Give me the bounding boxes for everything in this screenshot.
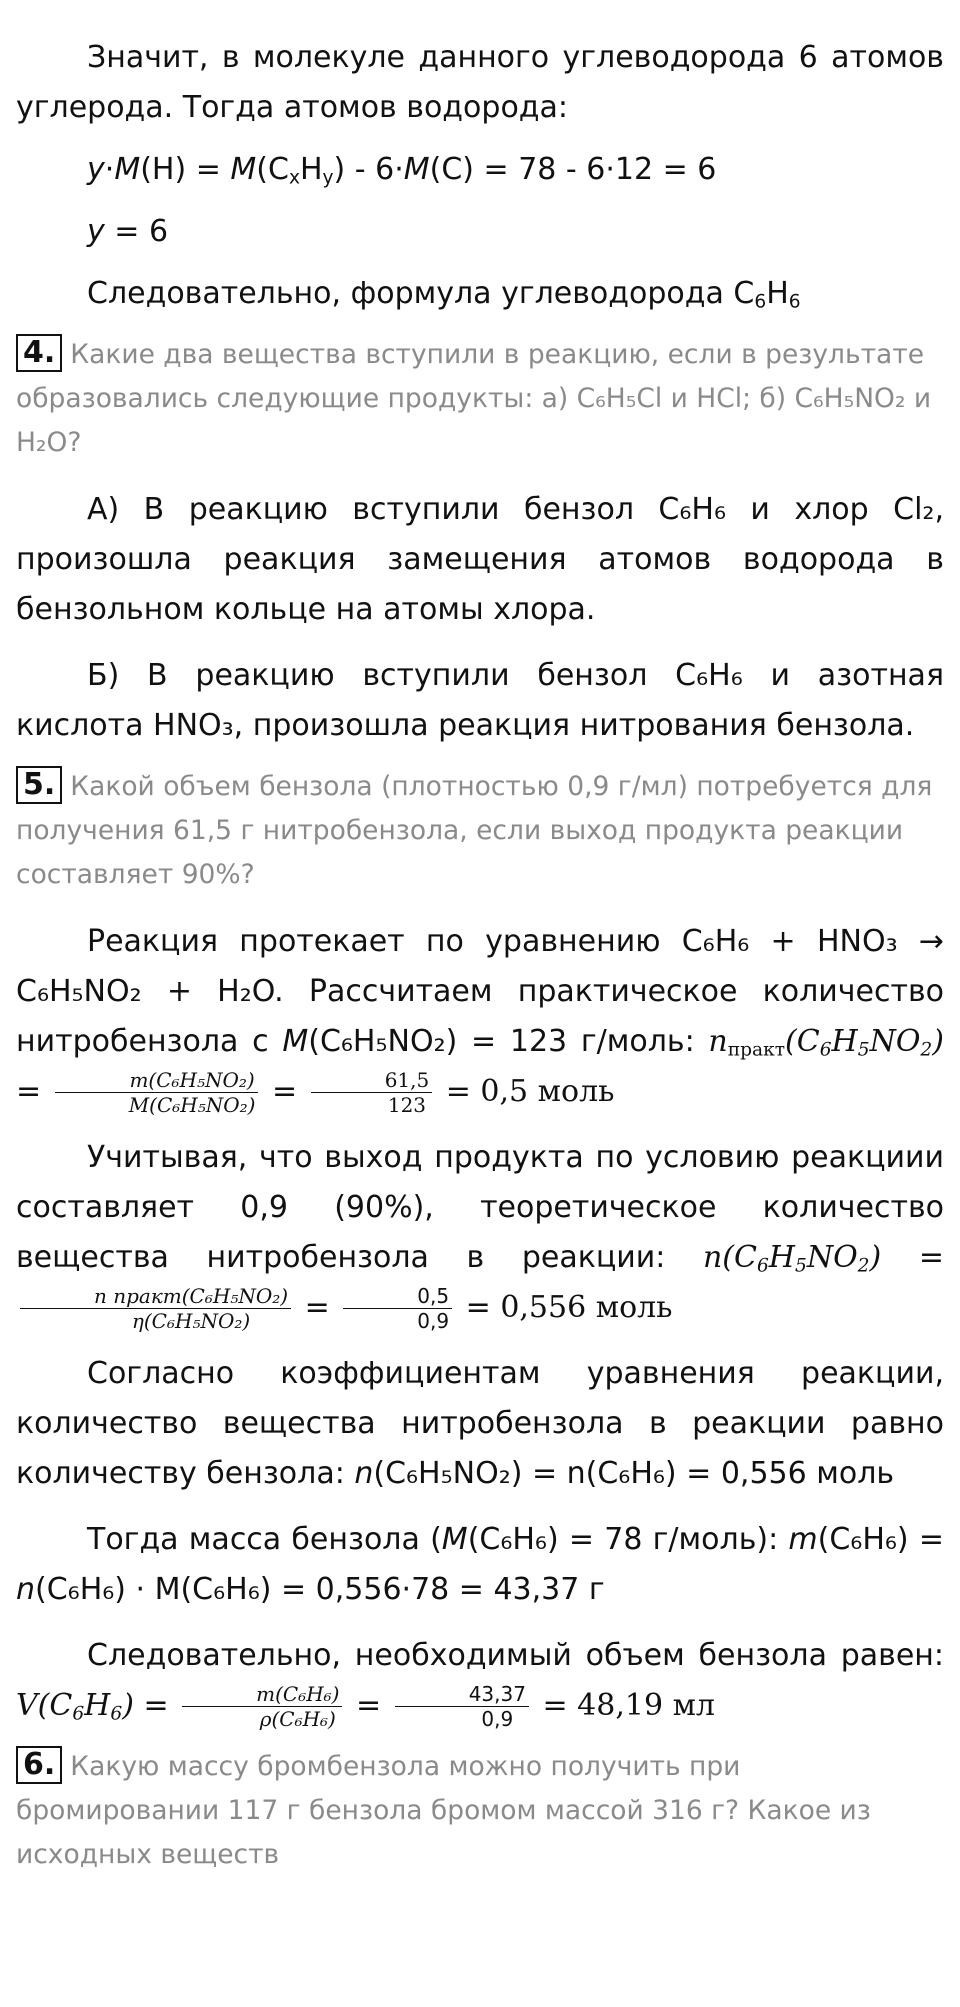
intro-equation-tail: (C) = 78 - 6·12 = 6 <box>429 152 717 187</box>
answer-5-paragraph-2: Учитывая, что выход продукта по условию реакциии составляет 0,9 (90%), теоретическое количество вещества нитробензола в реакции: $n(C_6H_5NO_2)$ = $\frac{\text{n практ(C₆H₅NO₂)}}{\text{η(C₆H₅NO₂)}}$ = $\frac{0,5}{0,9}$ = 0,556 моль <box>16 1140 944 1333</box>
question-5 <box>16 765 944 897</box>
intro-equation: $y\cdot M(H) = M(C_xH_y) - 6\cdot M(C) = 78 - 6\cdot 12 = 6$ <box>87 152 717 189</box>
question-6 <box>16 1745 944 1877</box>
question-number-6: 6. <box>16 1746 62 1784</box>
answer-5-paragraph-5: Следовательно, необходимый объем бензола равен: $V(C_6H_6)$ = $\frac{\text{m(C₆H₆)}}{\text{ρ(C₆H₆)}}$ = $\frac{43,37}{0,9}$ = 48,19 мл <box>16 1638 944 1731</box>
fraction-m-over-M: $\frac{\text{m(C₆H₅NO₂)}}{\text{M(C₆H₅NO₂)}}$ <box>55 1068 259 1117</box>
fraction-0-5-over-0-9: $\frac{0,5}{0,9}$ <box>343 1284 452 1333</box>
fraction-43-37-over-0-9: $\frac{43,37}{0,9}$ <box>395 1682 529 1731</box>
question-5-text: Какой объем бензола (плотностью 0,9 г/мл) потребуется для получения 61,5 г нитробензола, если выход продукта реакции составляет 90%? <box>16 771 933 890</box>
document-page <box>16 0 944 1877</box>
answer-5-paragraph-4: Тогда масса бензола (M(C₆H₆) = 78 г/моль): m(C₆H₆) = n(C₆H₆) · M(C₆H₆) = 0,556·78 = 43,37 г <box>16 1522 944 1607</box>
fraction-n-over-eta: $\frac{\text{n практ(C₆H₅NO₂)}}{\text{η(C₆H₅NO₂)}}$ <box>20 1284 291 1333</box>
intro-paragraph: Значит, в молекуле данного углеводорода 6 атомов углерода. Тогда атомов водорода: <box>16 40 944 125</box>
question-4 <box>16 333 944 465</box>
answer-4b: Б) В реакцию вступили бензол C₆H₆ и азотная кислота HNO₃, произошла реакция нитрования бензола. <box>16 658 944 743</box>
question-number-5: 5. <box>16 766 62 804</box>
answer-4a: А) В реакцию вступили бензол C₆H₆ и хлор Cl₂, произошла реакция замещения атомов водорода в бензольном кольце на атомы хлора. <box>16 492 944 627</box>
question-6-text: Какую массу бромбензола можно получить при бромировании 117 г бензола бромом массой 316 г? Какое из исходных веществ <box>16 1751 871 1870</box>
fraction-m-over-rho: $\frac{\text{m(C₆H₆)}}{\text{ρ(C₆H₆)}}$ <box>182 1682 342 1731</box>
y-equation: y = 6 <box>87 214 169 249</box>
fraction-61-5-over-123: $\frac{61,5}{123}$ <box>311 1068 433 1117</box>
intro-conclusion: Следовательно, формула углеводорода $C_6H_6$ <box>87 276 801 313</box>
question-number-4: 4. <box>16 334 62 372</box>
answer-5-paragraph-3: Согласно коэффициентам уравнения реакции, количество вещества нитробензола в реакции равно количеству бензола: n(C₆H₅NO₂) = n(C₆H₆) = 0,556 моль <box>16 1356 944 1491</box>
answer-5-paragraph-1: Реакция протекает по уравнению C₆H₆ + HNO₃ → C₆H₅NO₂ + H₂O. Рассчитаем практическое количество нитробензола с M(C₆H₅NO₂) = 123 г/моль: $n_{практ}(C_6H_5NO_2)$ = $\frac{\text{m(C₆H₅NO₂)}}{\text{M(C₆H₅NO₂)}}$ = $\frac{61,5}{123}$ = 0,5 моль <box>16 924 944 1117</box>
question-4-text: Какие два вещества вступили в реакцию, если в результате образовались следующие продукты: а) C₆H₅Cl и HCl; б) C₆H₅NO₂ и H₂O? <box>16 339 932 458</box>
